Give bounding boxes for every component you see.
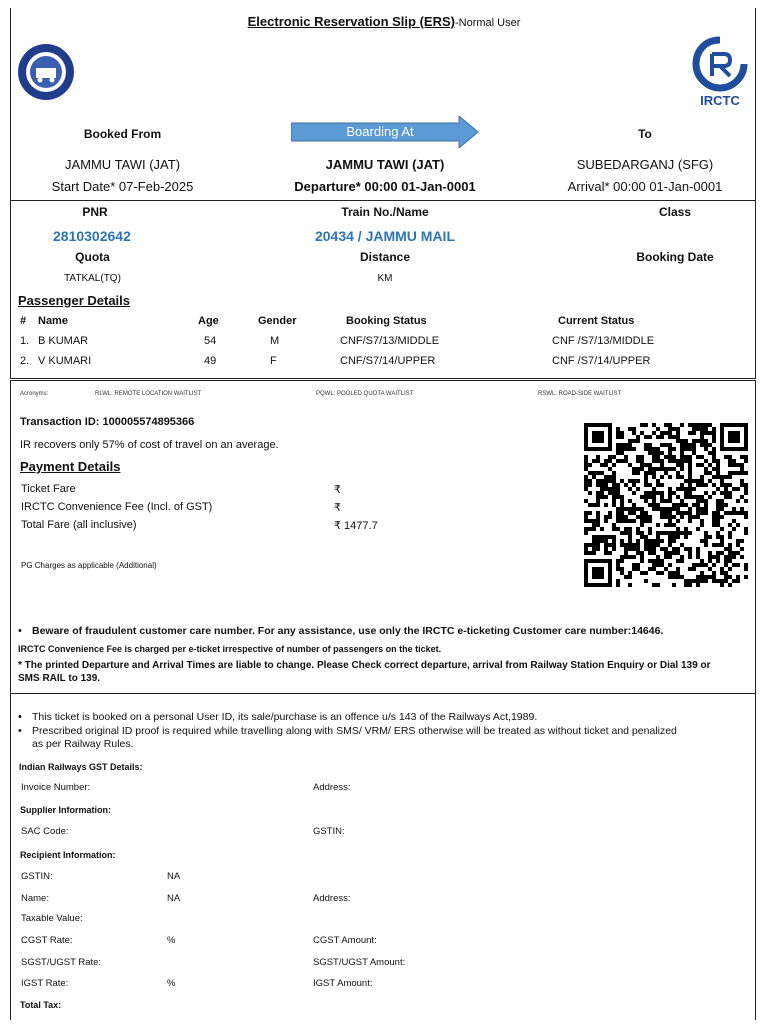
booked-from-label: Booked From <box>83 127 162 141</box>
divider-bottom-frame-top <box>10 380 756 381</box>
invoice-number-label: Invoice Number: <box>21 782 91 793</box>
total-fare-value: ₹ 1477.7 <box>334 520 378 532</box>
ticket-fare-value: ₹ <box>334 484 341 496</box>
recipient-name-value: NA <box>167 893 181 904</box>
passenger-num: 2. <box>20 355 30 367</box>
total-tax-label: Total Tax: <box>20 1000 62 1010</box>
cgst-rate-label: CGST Rate: <box>21 935 73 946</box>
qr-code <box>583 419 749 591</box>
to-station: SUBEDARGANJ (SFG) <box>576 157 714 172</box>
passenger-header-name: Name <box>38 315 68 327</box>
id-proof-notice-line1: Prescribed original ID proof is required while travelling along with SMS/ VRM/ ERS otherwise will be treated as without ticket and penalized <box>32 725 677 737</box>
bullet-icon: • <box>18 711 22 723</box>
supplier-info-title: Supplier Information: <box>20 805 111 815</box>
cgst-rate-value: % <box>167 935 176 946</box>
boarding-station: JAMMU TAWI (JAT) <box>325 157 445 172</box>
id-proof-notice-line2: as per Railway Rules. <box>32 738 134 750</box>
irctc-logo <box>690 36 750 108</box>
departure-time: Departure* 00:00 01-Jan-0001 <box>294 179 476 194</box>
convenience-fee-label: IRCTC Convenience Fee (Incl. of GST) <box>21 501 213 513</box>
class-label: Class <box>658 205 692 219</box>
distance-label: Distance <box>359 250 411 264</box>
transaction-id: Transaction ID: 100005574895366 <box>20 416 195 428</box>
to-label: To <box>638 127 652 141</box>
passenger-current-status: CNF /S7/14/UPPER <box>552 355 651 367</box>
passenger-name: V KUMARI <box>38 355 92 367</box>
igst-rate-label: IGST Rate: <box>21 978 69 989</box>
supplier-address-label: Address: <box>313 782 351 793</box>
gst-title: Indian Railways GST Details: <box>19 762 143 772</box>
sgst-amount-label: SGST/UGST Amount: <box>313 957 406 968</box>
times-notice-line2: SMS RAIL to 139. <box>18 673 101 684</box>
passenger-gender: F <box>270 355 277 367</box>
ir-recovery-note: IR recovers only 57% of cost of travel on an average. <box>20 439 279 451</box>
supplier-gstin-label: GSTIN: <box>313 826 345 837</box>
ticket-fare-label: Ticket Fare <box>21 483 76 495</box>
irctc-logo-text: IRCTC <box>700 93 740 108</box>
acronym-rlwl: RLWL: REMOTE LOCATION WAITLIST <box>95 391 202 397</box>
pnr-value: 2810302642 <box>53 228 131 244</box>
divider-notices <box>10 693 756 694</box>
quota-label: Quota <box>75 250 110 264</box>
times-notice-line1: * The printed Departure and Arrival Times are liable to change. Please Check correct departure, arrival from Railway Station Enquiry or Dial 139 or <box>18 660 711 671</box>
passenger-booking-status: CNF/S7/14/UPPER <box>340 355 436 367</box>
from-station: JAMMU TAWI (JAT) <box>64 157 181 172</box>
divider-frame-top-end <box>10 378 756 379</box>
boarding-at-label: Boarding At <box>346 124 414 139</box>
taxable-value-label: Taxable Value: <box>21 913 83 924</box>
sgst-rate-label: SGST/UGST Rate: <box>21 957 102 968</box>
acronym-rswl: RSWL: ROAD-SIDE WAITLIST <box>538 391 622 397</box>
start-date: Start Date* 07-Feb-2025 <box>51 179 194 194</box>
bullet-icon: • <box>18 725 22 737</box>
payment-details-title: Payment Details <box>20 459 121 474</box>
train-label: Train No./Name <box>341 205 429 219</box>
passenger-booking-status: CNF/S7/13/MIDDLE <box>340 335 440 347</box>
distance-value: KM <box>377 273 393 284</box>
header <box>0 14 768 29</box>
page-title-suffix: -Normal User <box>454 17 521 29</box>
pg-charges-note: PG Charges as applicable (Additional) <box>21 561 157 570</box>
train-value: 20434 / JAMMU MAIL <box>314 228 456 244</box>
passenger-header-num: # <box>20 315 27 327</box>
bullet-icon: • <box>18 625 22 637</box>
divider-journey <box>10 200 756 201</box>
convenience-fee-notice: IRCTC Convenience Fee is charged per e-ticket irrespective of number of passengers on the ticket. <box>18 644 442 654</box>
passenger-header-age: Age <box>198 315 219 327</box>
pnr-label: PNR <box>82 205 108 219</box>
passenger-name: B KUMAR <box>38 335 89 347</box>
booking-date-label: Booking Date <box>636 250 714 264</box>
acronyms-label: Acronyms: <box>20 391 49 397</box>
personal-id-notice: This ticket is booked on a personal User ID, its sale/purchase is an offence u/s 143 of the Railways Act,1989. <box>32 711 538 723</box>
recipient-gstin-value: NA <box>167 871 181 882</box>
passenger-current-status: CNF /S7/13/MIDDLE <box>552 335 655 347</box>
quota-value: TATKAL(TQ) <box>64 273 121 284</box>
indian-railways-emblem-icon <box>16 42 76 102</box>
fraud-notice: Beware of fraudulent customer care number. For any assistance, use only the IRCTC e-ticketing Customer care number:14646. <box>32 625 664 637</box>
igst-rate-value: % <box>167 978 176 989</box>
cgst-amount-label: CGST Amount: <box>313 935 377 946</box>
passenger-gender: M <box>270 335 280 347</box>
acronym-pqwl: PQWL: POOLED QUOTA WAITLIST <box>316 391 414 397</box>
irctc-logo-icon <box>690 36 750 92</box>
passenger-num: 1. <box>20 335 30 347</box>
recipient-info-title: Recipient Information: <box>20 850 116 860</box>
sac-code-label: SAC Code: <box>21 826 69 837</box>
passenger-age: 54 <box>204 335 217 347</box>
boarding-arrow <box>291 116 479 148</box>
passenger-age: 49 <box>204 355 217 367</box>
convenience-fee-value: ₹ <box>334 502 341 514</box>
arrival-time: Arrival* 00:00 01-Jan-0001 <box>567 179 723 194</box>
passenger-header-gender: Gender <box>258 315 297 327</box>
total-fare-label: Total Fare (all inclusive) <box>21 519 137 531</box>
igst-amount-label: IGST Amount: <box>313 978 373 989</box>
recipient-address-label: Address: <box>313 893 351 904</box>
recipient-name-label: Name: <box>21 893 49 904</box>
page-title: Electronic Reservation Slip (ERS) <box>247 14 455 29</box>
recipient-gstin-label: GSTIN: <box>21 871 53 882</box>
passenger-header-current-status: Current Status <box>558 315 635 327</box>
passenger-header-booking-status: Booking Status <box>346 315 427 327</box>
passenger-details-title: Passenger Details <box>18 293 131 308</box>
